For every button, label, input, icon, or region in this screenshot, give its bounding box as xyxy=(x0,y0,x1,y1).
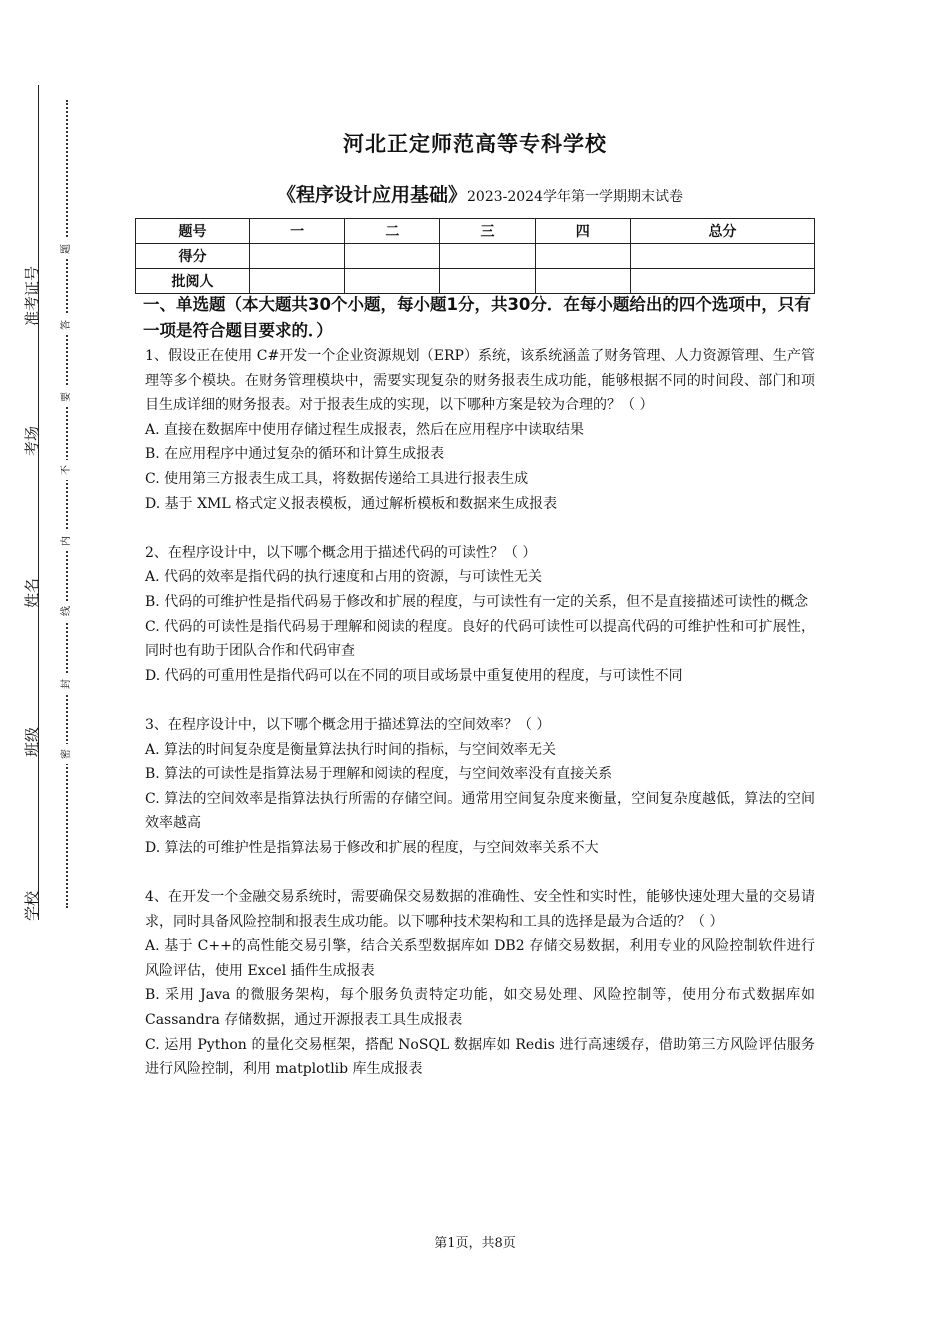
page-footer: 第1页，共8页 xyxy=(434,1236,516,1251)
exam-content xyxy=(145,292,815,1082)
seal-dotted-line xyxy=(66,100,68,908)
question-stem: 2、在程序设计中，以下哪个概念用于描述代码的可读性？（ ） xyxy=(145,544,537,561)
option: D. 算法的可维护性是指算法易于修改和扩展的程度，与空间效率关系不大 xyxy=(145,839,599,856)
score-table xyxy=(135,218,815,294)
course-name: 《程序设计应用基础》 xyxy=(276,184,467,206)
row-label: 批阅人 xyxy=(136,269,250,294)
option: B. 在应用程序中通过复杂的循环和计算生成报表 xyxy=(145,446,445,463)
margin-label-exam-room: 考场 xyxy=(23,426,41,457)
school-name: 河北正定师范高等专科学校 xyxy=(343,132,607,156)
score-cell xyxy=(440,244,535,269)
option: A. 基于 C++的高性能交易引擎，结合关系型数据库如 DB2 存储交易数据，利用专业的风险控制软件进行风险评估，使用 Excel 插件生成报表 xyxy=(145,938,815,979)
seal-char: 要 xyxy=(60,387,74,407)
column-header: 总分 xyxy=(630,219,814,244)
exam-title xyxy=(0,180,950,207)
grader-cell xyxy=(630,269,814,294)
question-stem: 3、在程序设计中，以下哪个概念用于描述算法的空间效率？（ ） xyxy=(145,716,551,733)
column-header: 二 xyxy=(345,219,440,244)
option: C. 运用 Python 的量化交易框架，搭配 NoSQL 数据库如 Redis 进行高速缓存，借助第三方风险评估服务进行风险控制，利用 matplotlib 库生成报表 xyxy=(145,1036,815,1078)
seal-char: 密 xyxy=(60,744,74,764)
option: C. 代码的可读性是指代码易于理解和阅读的程度。良好的代码可读性可以提高代码的可维护性和可扩展性，同时也有助于团队合作和代码审查 xyxy=(145,618,815,660)
score-row xyxy=(136,244,815,269)
score-cell xyxy=(535,244,630,269)
option: B. 算法的可读性是指算法易于理解和阅读的程度，与空间效率没有直接关系 xyxy=(145,766,613,783)
score-header-row xyxy=(136,219,815,244)
term-label: 2023-2024学年第一学期期末试卷 xyxy=(467,189,683,205)
option: C. 使用第三方报表生成工具，将数据传递给工具进行报表生成 xyxy=(145,470,529,487)
option: C. 算法的空间效率是指算法执行所需的存储空间。通常用空间复杂度来衡量，空间复杂度越低，算法的空间效率越高 xyxy=(145,790,815,832)
margin-label-exam-number: 准考证号 xyxy=(23,266,41,327)
grader-cell xyxy=(535,269,630,294)
margin-label-class: 班级 xyxy=(23,727,41,758)
option: D. 代码的可重用性是指代码可以在不同的项目或场景中重复使用的程度，与可读性不同 xyxy=(145,667,683,684)
option: D. 基于 XML 格式定义报表模板，通过解析模板和数据来生成报表 xyxy=(145,495,558,512)
margin-label-name: 姓名 xyxy=(23,578,41,609)
option: A. 算法的时间复杂度是衡量算法执行时间的指标，与空间效率无关 xyxy=(145,741,557,758)
section-title: 一、单选题（本大题共30个小题，每小题1分，共30分．在每小题给出的四个选项中，只有一项是符合题目要求的．） xyxy=(143,295,811,340)
option: A. 直接在数据库中使用存储过程生成报表，然后在应用程序中读取结果 xyxy=(145,421,585,438)
column-header: 四 xyxy=(535,219,630,244)
grader-cell xyxy=(440,269,535,294)
column-header: 题号 xyxy=(136,219,250,244)
seal-char: 不 xyxy=(60,460,74,480)
seal-char: 题 xyxy=(60,239,74,259)
column-header: 一 xyxy=(250,219,345,244)
seal-char: 封 xyxy=(60,674,74,694)
seal-char: 内 xyxy=(60,531,74,551)
seal-char: 线 xyxy=(60,601,74,621)
score-cell xyxy=(630,244,814,269)
binding-line xyxy=(38,85,39,920)
score-cell xyxy=(345,244,440,269)
question-stem: 1、假设正在使用 C#开发一个企业资源规划（ERP）系统，该系统涵盖了财务管理、人力资源管理、生产管理等多个模块。在财务管理模块中，需要实现复杂的财务报表生成功能，能够根据不同的时间段、部门和项目生成详细的财务报表。对于报表生成的实现，以下哪种方案是较为合理的？（ ） xyxy=(145,348,815,414)
grader-cell xyxy=(250,269,345,294)
row-label: 得分 xyxy=(136,244,250,269)
score-cell xyxy=(250,244,345,269)
option: B. 采用 Java 的微服务架构，每个服务负责特定功能，如交易处理、风险控制等，使用分布式数据库如 Cassandra 存储数据，通过开源报表工具生成报表 xyxy=(145,987,815,1029)
seal-char: 答 xyxy=(60,315,74,335)
column-header: 三 xyxy=(440,219,535,244)
question-stem: 4、在开发一个金融交易系统时，需要确保交易数据的准确性、安全性和实时性，能够快速处理大量的交易请求，同时具备风险控制和报表生成功能。以下哪种技术架构和工具的选择是最为合适的？（ ） xyxy=(145,889,815,930)
margin-label-school: 学校 xyxy=(23,891,41,922)
grader-cell xyxy=(345,269,440,294)
option: A. 代码的效率是指代码的执行速度和占用的资源，与可读性无关 xyxy=(145,569,543,586)
option: B. 代码的可维护性是指代码易于修改和扩展的程度，与可读性有一定的关系，但不是直接描述可读性的概念 xyxy=(145,593,809,610)
grader-row xyxy=(136,269,815,294)
